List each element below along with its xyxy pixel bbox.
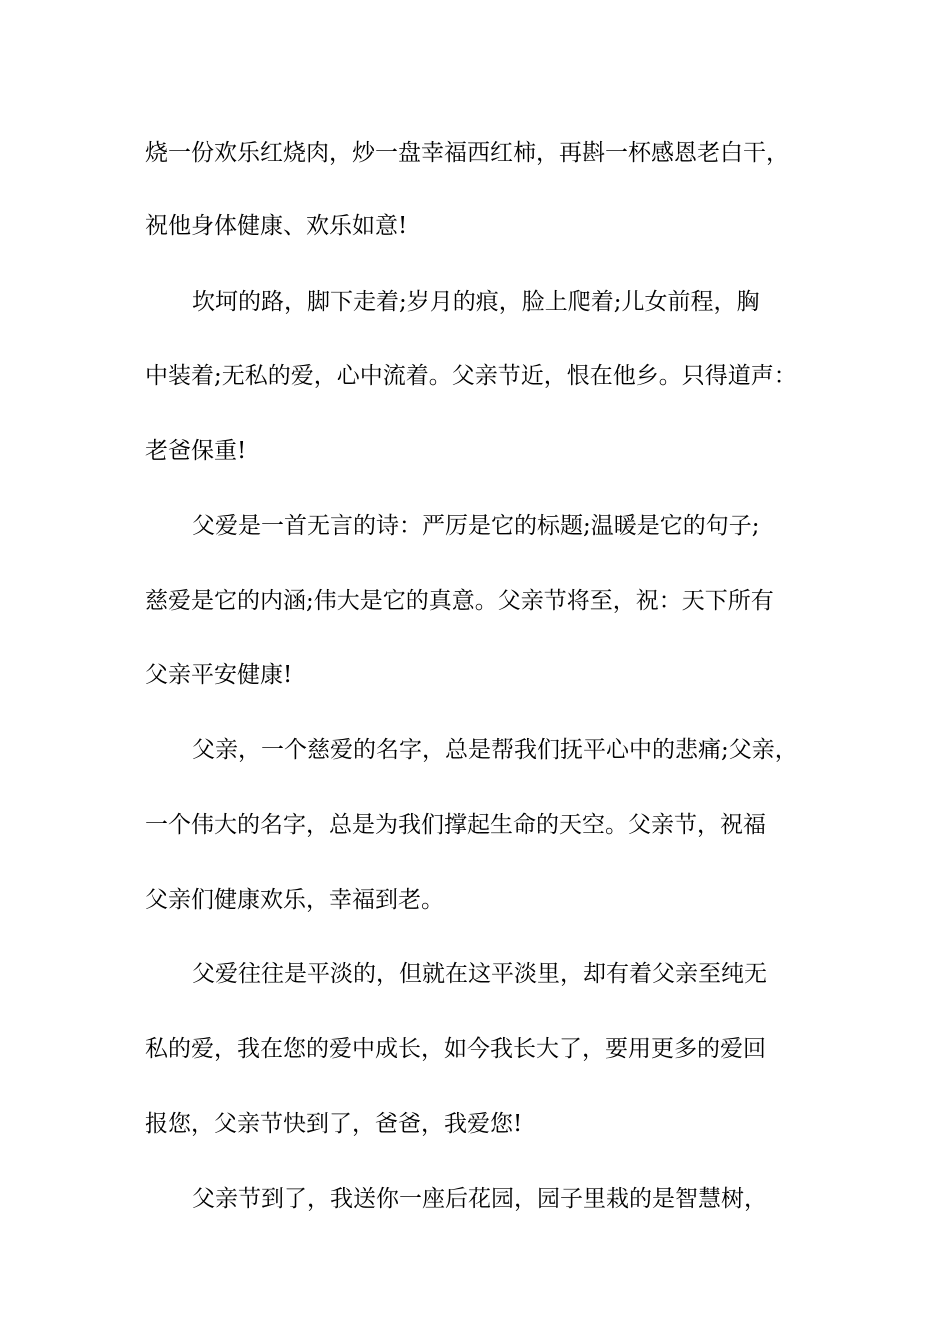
text-line-2: 祝他身体健康、欢乐如意! [145,213,408,239]
text-line-11: 父亲们健康欢乐，幸福到老。 [145,887,444,913]
text-line-13: 私的爱，我在您的爱中成长，如今我长大了，要用更多的爱回 [145,1036,766,1062]
paragraph-start-line-12: 父爱往往是平淡的，但就在这平淡里，却有着父亲至纯无 [192,961,767,987]
paragraph-start-line-6: 父爱是一首无言的诗：严厉是它的标题;温暖是它的句子; [192,513,760,539]
text-line-14: 报您，父亲节快到了，爸爸，我爱您! [145,1111,523,1137]
text-line-10: 一个伟大的名字，总是为我们撑起生命的天空。父亲节，祝福 [145,812,766,838]
text-line-8: 父亲平安健康! [145,662,293,688]
text-line-1: 烧一份欢乐红烧肉，炒一盘幸福西红柿，再斟一杯感恩老白干， [145,140,789,166]
text-line-4: 中装着;无私的爱，心中流着。父亲节近，恨在他乡。只得道声： [145,363,797,389]
text-line-7: 慈爱是它的内涵;伟大是它的真意。父亲节将至，祝：天下所有 [145,588,774,614]
paragraph-start-line-3: 坎坷的路，脚下走着;岁月的痕，脸上爬着;儿女前程，胸 [192,289,760,315]
text-line-5: 老爸保重! [145,438,247,464]
paragraph-start-line-15: 父亲节到了，我送你一座后花园，园子里栽的是智慧树， [192,1186,767,1212]
paragraph-start-line-9: 父亲，一个慈爱的名字，总是帮我们抚平心中的悲痛;父亲， [192,737,798,763]
